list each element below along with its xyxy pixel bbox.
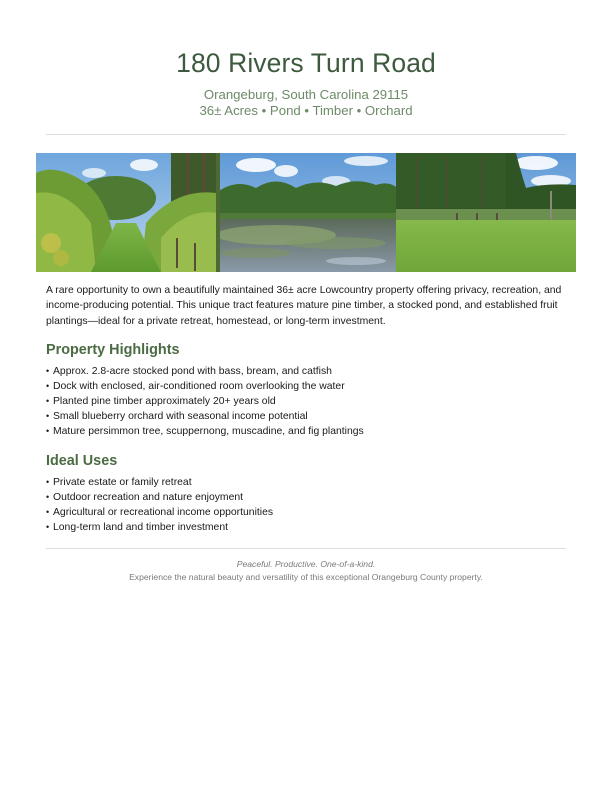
intro-paragraph: A rare opportunity to own a beautifully maintained 36± acre Lowcountry property offering privacy, recreation, and income-producing potential. This unique tract features mature pine timber, a stocked pond, and established fruit plantings—ideal for a private retreat, homestead, or long-term investment. xyxy=(46,285,562,327)
location: Orangeburg, South Carolina 29115 xyxy=(203,87,409,102)
list-item: • Private estate or family retreat xyxy=(46,475,273,490)
header xyxy=(0,0,612,119)
footer xyxy=(0,558,612,583)
photo-pond xyxy=(216,153,396,272)
tagline: Peaceful. Productive. One-of-a-kind. xyxy=(236,559,376,569)
field-image xyxy=(396,153,576,272)
footer-text: Experience the natural beauty and versatility of this exceptional Orangeburg County property. xyxy=(129,571,483,582)
list-item: • Dock with enclosed, air-conditioned room overlooking the water xyxy=(46,379,364,394)
page-title: 180 Rivers Turn Road xyxy=(176,48,436,78)
ideal-uses-heading: Ideal Uses xyxy=(46,453,118,469)
photo-strip xyxy=(36,153,576,272)
list-item: • Planted pine timber approximately 20+ years old xyxy=(46,394,364,409)
list-item: • Agricultural or recreational income opportunities xyxy=(46,505,273,520)
footer-divider xyxy=(46,548,566,549)
ideal-uses-list xyxy=(46,475,273,535)
highlights-heading: Property Highlights xyxy=(46,342,180,358)
highlights-list xyxy=(46,364,364,439)
vineyard-image xyxy=(36,153,216,272)
list-item: • Small blueberry orchard with seasonal income potential xyxy=(46,409,364,424)
pond-image xyxy=(216,153,396,272)
feature-summary: 36± Acres • Pond • Timber • Orchard xyxy=(199,103,413,118)
header-divider xyxy=(46,134,566,135)
list-item: • Long-term land and timber investment xyxy=(46,520,273,535)
list-item: • Mature persimmon tree, scuppernong, muscadine, and fig plantings xyxy=(46,424,364,439)
list-item: • Outdoor recreation and nature enjoyment xyxy=(46,490,273,505)
photo-vineyard xyxy=(36,153,216,272)
photo-field xyxy=(396,153,576,272)
list-item: • Approx. 2.8-acre stocked pond with bass, bream, and catfish xyxy=(46,364,364,379)
